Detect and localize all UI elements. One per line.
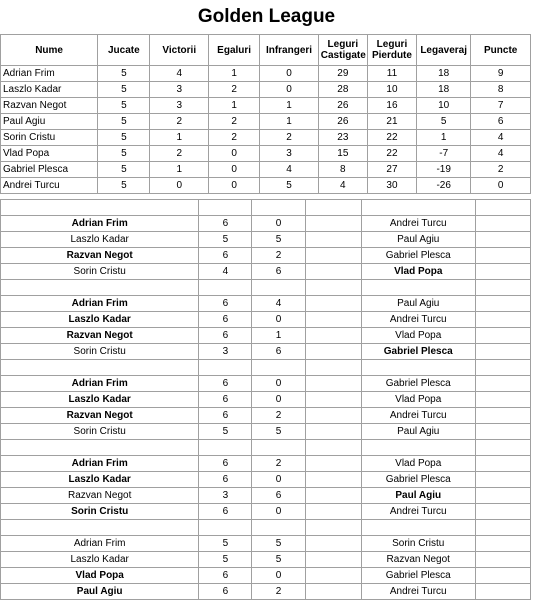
away-score-cell[interactable]: 2 <box>252 248 305 264</box>
round-separator-row <box>1 440 531 456</box>
player-name-cell[interactable]: Andrei Turcu <box>1 178 98 194</box>
empty-cell[interactable] <box>361 360 475 376</box>
empty-cell[interactable] <box>475 296 530 312</box>
home-player-cell[interactable]: Laszlo Kadar <box>1 472 199 488</box>
away-score-cell[interactable]: 5 <box>252 552 305 568</box>
stat-cell[interactable]: 1 <box>209 66 260 82</box>
away-player-cell[interactable]: Vlad Popa <box>361 456 475 472</box>
empty-cell[interactable] <box>361 520 475 536</box>
away-score-cell[interactable]: 6 <box>252 488 305 504</box>
match-row <box>1 552 531 568</box>
empty-cell[interactable] <box>475 456 530 472</box>
home-score-cell[interactable]: 6 <box>199 296 252 312</box>
empty-cell[interactable] <box>305 440 361 456</box>
empty-cell[interactable] <box>252 280 305 296</box>
stat-cell[interactable]: 4 <box>471 130 531 146</box>
stat-cell[interactable]: 1 <box>260 98 319 114</box>
stat-cell[interactable]: 18 <box>417 82 471 98</box>
away-score-cell[interactable]: 5 <box>252 232 305 248</box>
empty-cell[interactable] <box>475 536 530 552</box>
match-row <box>1 216 531 232</box>
empty-cell[interactable] <box>475 312 530 328</box>
empty-cell[interactable] <box>305 520 361 536</box>
round-separator-row <box>1 520 531 536</box>
player-name-cell[interactable]: Gabriel Plesca <box>1 162 98 178</box>
match-row <box>1 344 531 360</box>
stat-cell[interactable]: 10 <box>417 98 471 114</box>
header-leguri-castigate[interactable]: Leguri Castigate <box>318 35 367 66</box>
empty-cell[interactable] <box>475 440 530 456</box>
stat-cell[interactable]: 1 <box>150 162 209 178</box>
stat-cell[interactable]: 4 <box>471 146 531 162</box>
empty-cell[interactable] <box>199 200 252 216</box>
stat-cell[interactable]: 6 <box>471 114 531 130</box>
home-score-cell[interactable]: 5 <box>199 552 252 568</box>
home-score-cell[interactable]: 6 <box>199 248 252 264</box>
empty-cell[interactable] <box>305 536 361 552</box>
match-row <box>1 488 531 504</box>
stat-cell[interactable]: 5 <box>98 146 150 162</box>
empty-cell[interactable] <box>1 440 199 456</box>
empty-cell[interactable] <box>305 280 361 296</box>
stat-cell[interactable]: 0 <box>209 146 260 162</box>
empty-cell[interactable] <box>305 472 361 488</box>
empty-cell[interactable] <box>361 280 475 296</box>
stat-cell[interactable]: 7 <box>471 98 531 114</box>
stat-cell[interactable]: 4 <box>150 66 209 82</box>
empty-cell[interactable] <box>305 456 361 472</box>
stat-cell[interactable]: 3 <box>150 82 209 98</box>
home-score-cell[interactable]: 6 <box>199 504 252 520</box>
stat-cell[interactable]: 0 <box>150 178 209 194</box>
empty-cell[interactable] <box>475 216 530 232</box>
stat-cell[interactable]: 26 <box>318 98 367 114</box>
away-player-cell[interactable]: Razvan Negot <box>361 552 475 568</box>
away-player-cell[interactable]: Paul Agiu <box>361 488 475 504</box>
empty-cell[interactable] <box>475 472 530 488</box>
stat-cell[interactable]: 8 <box>318 162 367 178</box>
empty-cell[interactable] <box>475 424 530 440</box>
stat-cell[interactable]: -7 <box>417 146 471 162</box>
standings-row <box>1 162 531 178</box>
match-row <box>1 328 531 344</box>
empty-cell[interactable] <box>475 520 530 536</box>
away-score-cell[interactable]: 2 <box>252 456 305 472</box>
standings-row <box>1 114 531 130</box>
home-player-cell[interactable]: Razvan Negot <box>1 248 199 264</box>
empty-cell[interactable] <box>305 312 361 328</box>
match-row <box>1 408 531 424</box>
empty-cell[interactable] <box>475 568 530 584</box>
home-score-cell[interactable]: 5 <box>199 232 252 248</box>
empty-cell[interactable] <box>475 408 530 424</box>
empty-cell[interactable] <box>475 344 530 360</box>
away-score-cell[interactable]: 2 <box>252 584 305 600</box>
away-score-cell[interactable]: 0 <box>252 504 305 520</box>
stat-cell[interactable]: 5 <box>98 82 150 98</box>
stat-cell[interactable]: -26 <box>417 178 471 194</box>
empty-cell[interactable] <box>305 216 361 232</box>
away-score-cell[interactable]: 0 <box>252 568 305 584</box>
standings-table <box>0 34 531 194</box>
empty-cell[interactable] <box>475 584 530 600</box>
match-row <box>1 472 531 488</box>
away-player-cell[interactable]: Andrei Turcu <box>361 312 475 328</box>
player-name-cell[interactable]: Adrian Frim <box>1 66 98 82</box>
home-player-cell[interactable]: Sorin Cristu <box>1 344 199 360</box>
away-score-cell[interactable]: 5 <box>252 536 305 552</box>
home-player-cell[interactable]: Razvan Negot <box>1 488 199 504</box>
home-score-cell[interactable]: 6 <box>199 408 252 424</box>
stat-cell[interactable]: 1 <box>417 130 471 146</box>
stat-cell[interactable]: 18 <box>417 66 471 82</box>
stat-cell[interactable]: 5 <box>98 66 150 82</box>
empty-cell[interactable] <box>305 296 361 312</box>
away-score-cell[interactable]: 6 <box>252 264 305 280</box>
empty-cell[interactable] <box>252 200 305 216</box>
away-player-cell[interactable]: Sorin Cristu <box>361 536 475 552</box>
home-player-cell[interactable]: Razvan Negot <box>1 408 199 424</box>
empty-cell[interactable] <box>361 440 475 456</box>
home-player-cell[interactable]: Vlad Popa <box>1 568 199 584</box>
away-player-cell[interactable]: Andrei Turcu <box>361 584 475 600</box>
empty-cell[interactable] <box>475 552 530 568</box>
stat-cell[interactable]: 30 <box>367 178 416 194</box>
home-player-cell[interactable]: Laszlo Kadar <box>1 232 199 248</box>
home-player-cell[interactable]: Adrian Frim <box>1 536 199 552</box>
empty-cell[interactable] <box>475 200 530 216</box>
header-jucate[interactable]: Jucate <box>98 35 150 66</box>
away-player-cell[interactable]: Gabriel Plesca <box>361 344 475 360</box>
away-score-cell[interactable]: 0 <box>252 376 305 392</box>
away-score-cell[interactable]: 6 <box>252 344 305 360</box>
player-name-cell[interactable]: Paul Agiu <box>1 114 98 130</box>
empty-cell[interactable] <box>475 328 530 344</box>
stat-cell[interactable]: 2 <box>150 146 209 162</box>
stat-cell[interactable]: 29 <box>318 66 367 82</box>
standings-row <box>1 130 531 146</box>
empty-cell[interactable] <box>475 232 530 248</box>
empty-cell[interactable] <box>305 408 361 424</box>
away-score-cell[interactable]: 5 <box>252 424 305 440</box>
stat-cell[interactable]: 5 <box>98 162 150 178</box>
stat-cell[interactable]: 2 <box>209 114 260 130</box>
home-player-cell[interactable]: Razvan Negot <box>1 328 199 344</box>
empty-cell[interactable] <box>305 232 361 248</box>
empty-cell[interactable] <box>475 248 530 264</box>
empty-cell[interactable] <box>305 200 361 216</box>
empty-cell[interactable] <box>305 552 361 568</box>
match-row <box>1 296 531 312</box>
round-separator-row <box>1 360 531 376</box>
home-player-cell[interactable]: Adrian Frim <box>1 216 199 232</box>
away-player-cell[interactable]: Andrei Turcu <box>361 216 475 232</box>
match-row <box>1 424 531 440</box>
standings-row <box>1 98 531 114</box>
player-name-cell[interactable]: Razvan Negot <box>1 98 98 114</box>
match-row <box>1 264 531 280</box>
stat-cell[interactable]: 0 <box>209 162 260 178</box>
stat-cell[interactable]: 5 <box>417 114 471 130</box>
away-score-cell[interactable]: 1 <box>252 328 305 344</box>
match-row <box>1 232 531 248</box>
stat-cell[interactable]: 5 <box>98 98 150 114</box>
empty-cell[interactable] <box>475 504 530 520</box>
stat-cell[interactable]: 4 <box>318 178 367 194</box>
home-score-cell[interactable]: 5 <box>199 424 252 440</box>
stat-cell[interactable]: 26 <box>318 114 367 130</box>
stat-cell[interactable]: 11 <box>367 66 416 82</box>
match-row <box>1 248 531 264</box>
away-player-cell[interactable]: Gabriel Plesca <box>361 248 475 264</box>
player-name-cell[interactable]: Sorin Cristu <box>1 130 98 146</box>
away-score-cell[interactable]: 0 <box>252 472 305 488</box>
empty-cell[interactable] <box>305 568 361 584</box>
header-puncte[interactable]: Puncte <box>471 35 531 66</box>
empty-cell[interactable] <box>305 584 361 600</box>
match-row <box>1 584 531 600</box>
home-score-cell[interactable]: 6 <box>199 328 252 344</box>
header-victorii[interactable]: Victorii <box>150 35 209 66</box>
fixtures-table <box>0 199 531 600</box>
stat-cell[interactable]: 1 <box>150 130 209 146</box>
match-row <box>1 312 531 328</box>
stat-cell[interactable]: 5 <box>98 178 150 194</box>
empty-cell[interactable] <box>1 360 199 376</box>
round-separator-row <box>1 200 531 216</box>
home-score-cell[interactable]: 6 <box>199 568 252 584</box>
away-player-cell[interactable]: Paul Agiu <box>361 296 475 312</box>
stat-cell[interactable]: 2 <box>260 130 319 146</box>
match-row <box>1 376 531 392</box>
player-name-cell[interactable]: Vlad Popa <box>1 146 98 162</box>
match-row <box>1 568 531 584</box>
standings-header-row <box>1 35 531 66</box>
away-player-cell[interactable]: Andrei Turcu <box>361 504 475 520</box>
empty-cell[interactable] <box>305 488 361 504</box>
home-score-cell[interactable]: 6 <box>199 216 252 232</box>
home-score-cell[interactable]: 6 <box>199 472 252 488</box>
stat-cell[interactable]: 22 <box>367 146 416 162</box>
home-player-cell[interactable]: Paul Agiu <box>1 584 199 600</box>
empty-cell[interactable] <box>199 360 252 376</box>
away-player-cell[interactable]: Paul Agiu <box>361 424 475 440</box>
stat-cell[interactable]: -19 <box>417 162 471 178</box>
stat-cell[interactable]: 15 <box>318 146 367 162</box>
stat-cell[interactable]: 8 <box>471 82 531 98</box>
home-score-cell[interactable]: 6 <box>199 312 252 328</box>
empty-cell[interactable] <box>305 392 361 408</box>
empty-cell[interactable] <box>252 360 305 376</box>
stat-cell[interactable]: 2 <box>209 82 260 98</box>
home-player-cell[interactable]: Adrian Frim <box>1 296 199 312</box>
stat-cell[interactable]: 23 <box>318 130 367 146</box>
standings-row <box>1 146 531 162</box>
empty-cell[interactable] <box>199 280 252 296</box>
home-player-cell[interactable]: Adrian Frim <box>1 456 199 472</box>
home-score-cell[interactable]: 6 <box>199 584 252 600</box>
away-player-cell[interactable]: Gabriel Plesca <box>361 568 475 584</box>
stat-cell[interactable]: 22 <box>367 130 416 146</box>
header-nume[interactable]: Nume <box>1 35 98 66</box>
away-player-cell[interactable]: Gabriel Plesca <box>361 472 475 488</box>
empty-cell[interactable] <box>199 520 252 536</box>
stat-cell[interactable]: 4 <box>260 162 319 178</box>
header-leguri-pierdute[interactable]: Leguri Pierdute <box>367 35 416 66</box>
home-score-cell[interactable]: 6 <box>199 392 252 408</box>
stat-cell[interactable]: 27 <box>367 162 416 178</box>
home-player-cell[interactable]: Laszlo Kadar <box>1 552 199 568</box>
empty-cell[interactable] <box>1 520 199 536</box>
empty-cell[interactable] <box>252 520 305 536</box>
home-player-cell[interactable]: Adrian Frim <box>1 376 199 392</box>
away-player-cell[interactable]: Gabriel Plesca <box>361 376 475 392</box>
away-player-cell[interactable]: Vlad Popa <box>361 392 475 408</box>
home-player-cell[interactable]: Sorin Cristu <box>1 264 199 280</box>
stat-cell[interactable]: 3 <box>150 98 209 114</box>
stat-cell[interactable]: 1 <box>260 114 319 130</box>
empty-cell[interactable] <box>305 376 361 392</box>
match-row <box>1 536 531 552</box>
stat-cell[interactable]: 0 <box>260 82 319 98</box>
empty-cell[interactable] <box>475 376 530 392</box>
home-player-cell[interactable]: Laszlo Kadar <box>1 392 199 408</box>
away-player-cell[interactable]: Vlad Popa <box>361 264 475 280</box>
header-egaluri[interactable]: Egaluri <box>209 35 260 66</box>
empty-cell[interactable] <box>305 328 361 344</box>
empty-cell[interactable] <box>252 440 305 456</box>
home-score-cell[interactable]: 5 <box>199 536 252 552</box>
stat-cell[interactable]: 28 <box>318 82 367 98</box>
away-score-cell[interactable]: 4 <box>252 296 305 312</box>
empty-cell[interactable] <box>305 264 361 280</box>
round-separator-row <box>1 280 531 296</box>
empty-cell[interactable] <box>475 488 530 504</box>
away-score-cell[interactable]: 2 <box>252 408 305 424</box>
stat-cell[interactable]: 5 <box>260 178 319 194</box>
home-score-cell[interactable]: 6 <box>199 376 252 392</box>
stat-cell[interactable]: 5 <box>98 130 150 146</box>
empty-cell[interactable] <box>305 360 361 376</box>
header-legaveraj[interactable]: Legaveraj <box>417 35 471 66</box>
stat-cell[interactable]: 9 <box>471 66 531 82</box>
stat-cell[interactable]: 2 <box>150 114 209 130</box>
stat-cell[interactable]: 5 <box>98 114 150 130</box>
standings-row <box>1 66 531 82</box>
away-player-cell[interactable]: Paul Agiu <box>361 232 475 248</box>
stat-cell[interactable]: 2 <box>209 130 260 146</box>
standings-row <box>1 178 531 194</box>
home-player-cell[interactable]: Sorin Cristu <box>1 504 199 520</box>
header-infrangeri[interactable]: Infrangeri <box>260 35 319 66</box>
page-title: Golden League <box>197 6 336 27</box>
match-row <box>1 456 531 472</box>
empty-cell[interactable] <box>475 280 530 296</box>
home-score-cell[interactable]: 4 <box>199 264 252 280</box>
empty-cell[interactable] <box>199 440 252 456</box>
stat-cell[interactable]: 3 <box>260 146 319 162</box>
home-score-cell[interactable]: 6 <box>199 456 252 472</box>
home-player-cell[interactable]: Laszlo Kadar <box>1 312 199 328</box>
empty-cell[interactable] <box>305 248 361 264</box>
stat-cell[interactable]: 1 <box>209 98 260 114</box>
standings-row <box>1 82 531 98</box>
stat-cell[interactable]: 2 <box>471 162 531 178</box>
stat-cell[interactable]: 10 <box>367 82 416 98</box>
empty-cell[interactable] <box>305 504 361 520</box>
player-name-cell[interactable]: Laszlo Kadar <box>1 82 98 98</box>
away-score-cell[interactable]: 0 <box>252 392 305 408</box>
home-score-cell[interactable]: 3 <box>199 344 252 360</box>
away-score-cell[interactable]: 0 <box>252 216 305 232</box>
empty-cell[interactable] <box>305 424 361 440</box>
empty-cell[interactable] <box>1 200 199 216</box>
empty-cell[interactable] <box>475 392 530 408</box>
match-row <box>1 504 531 520</box>
empty-cell[interactable] <box>305 344 361 360</box>
stat-cell[interactable]: 21 <box>367 114 416 130</box>
stat-cell[interactable]: 16 <box>367 98 416 114</box>
stat-cell[interactable]: 0 <box>471 178 531 194</box>
away-player-cell[interactable]: Vlad Popa <box>361 328 475 344</box>
away-player-cell[interactable]: Andrei Turcu <box>361 408 475 424</box>
stat-cell[interactable]: 0 <box>260 66 319 82</box>
stat-cell[interactable]: 0 <box>209 178 260 194</box>
home-player-cell[interactable]: Sorin Cristu <box>1 424 199 440</box>
away-score-cell[interactable]: 0 <box>252 312 305 328</box>
empty-cell[interactable] <box>475 360 530 376</box>
home-score-cell[interactable]: 3 <box>199 488 252 504</box>
empty-cell[interactable] <box>361 200 475 216</box>
empty-cell[interactable] <box>475 264 530 280</box>
match-row <box>1 392 531 408</box>
empty-cell[interactable] <box>1 280 199 296</box>
